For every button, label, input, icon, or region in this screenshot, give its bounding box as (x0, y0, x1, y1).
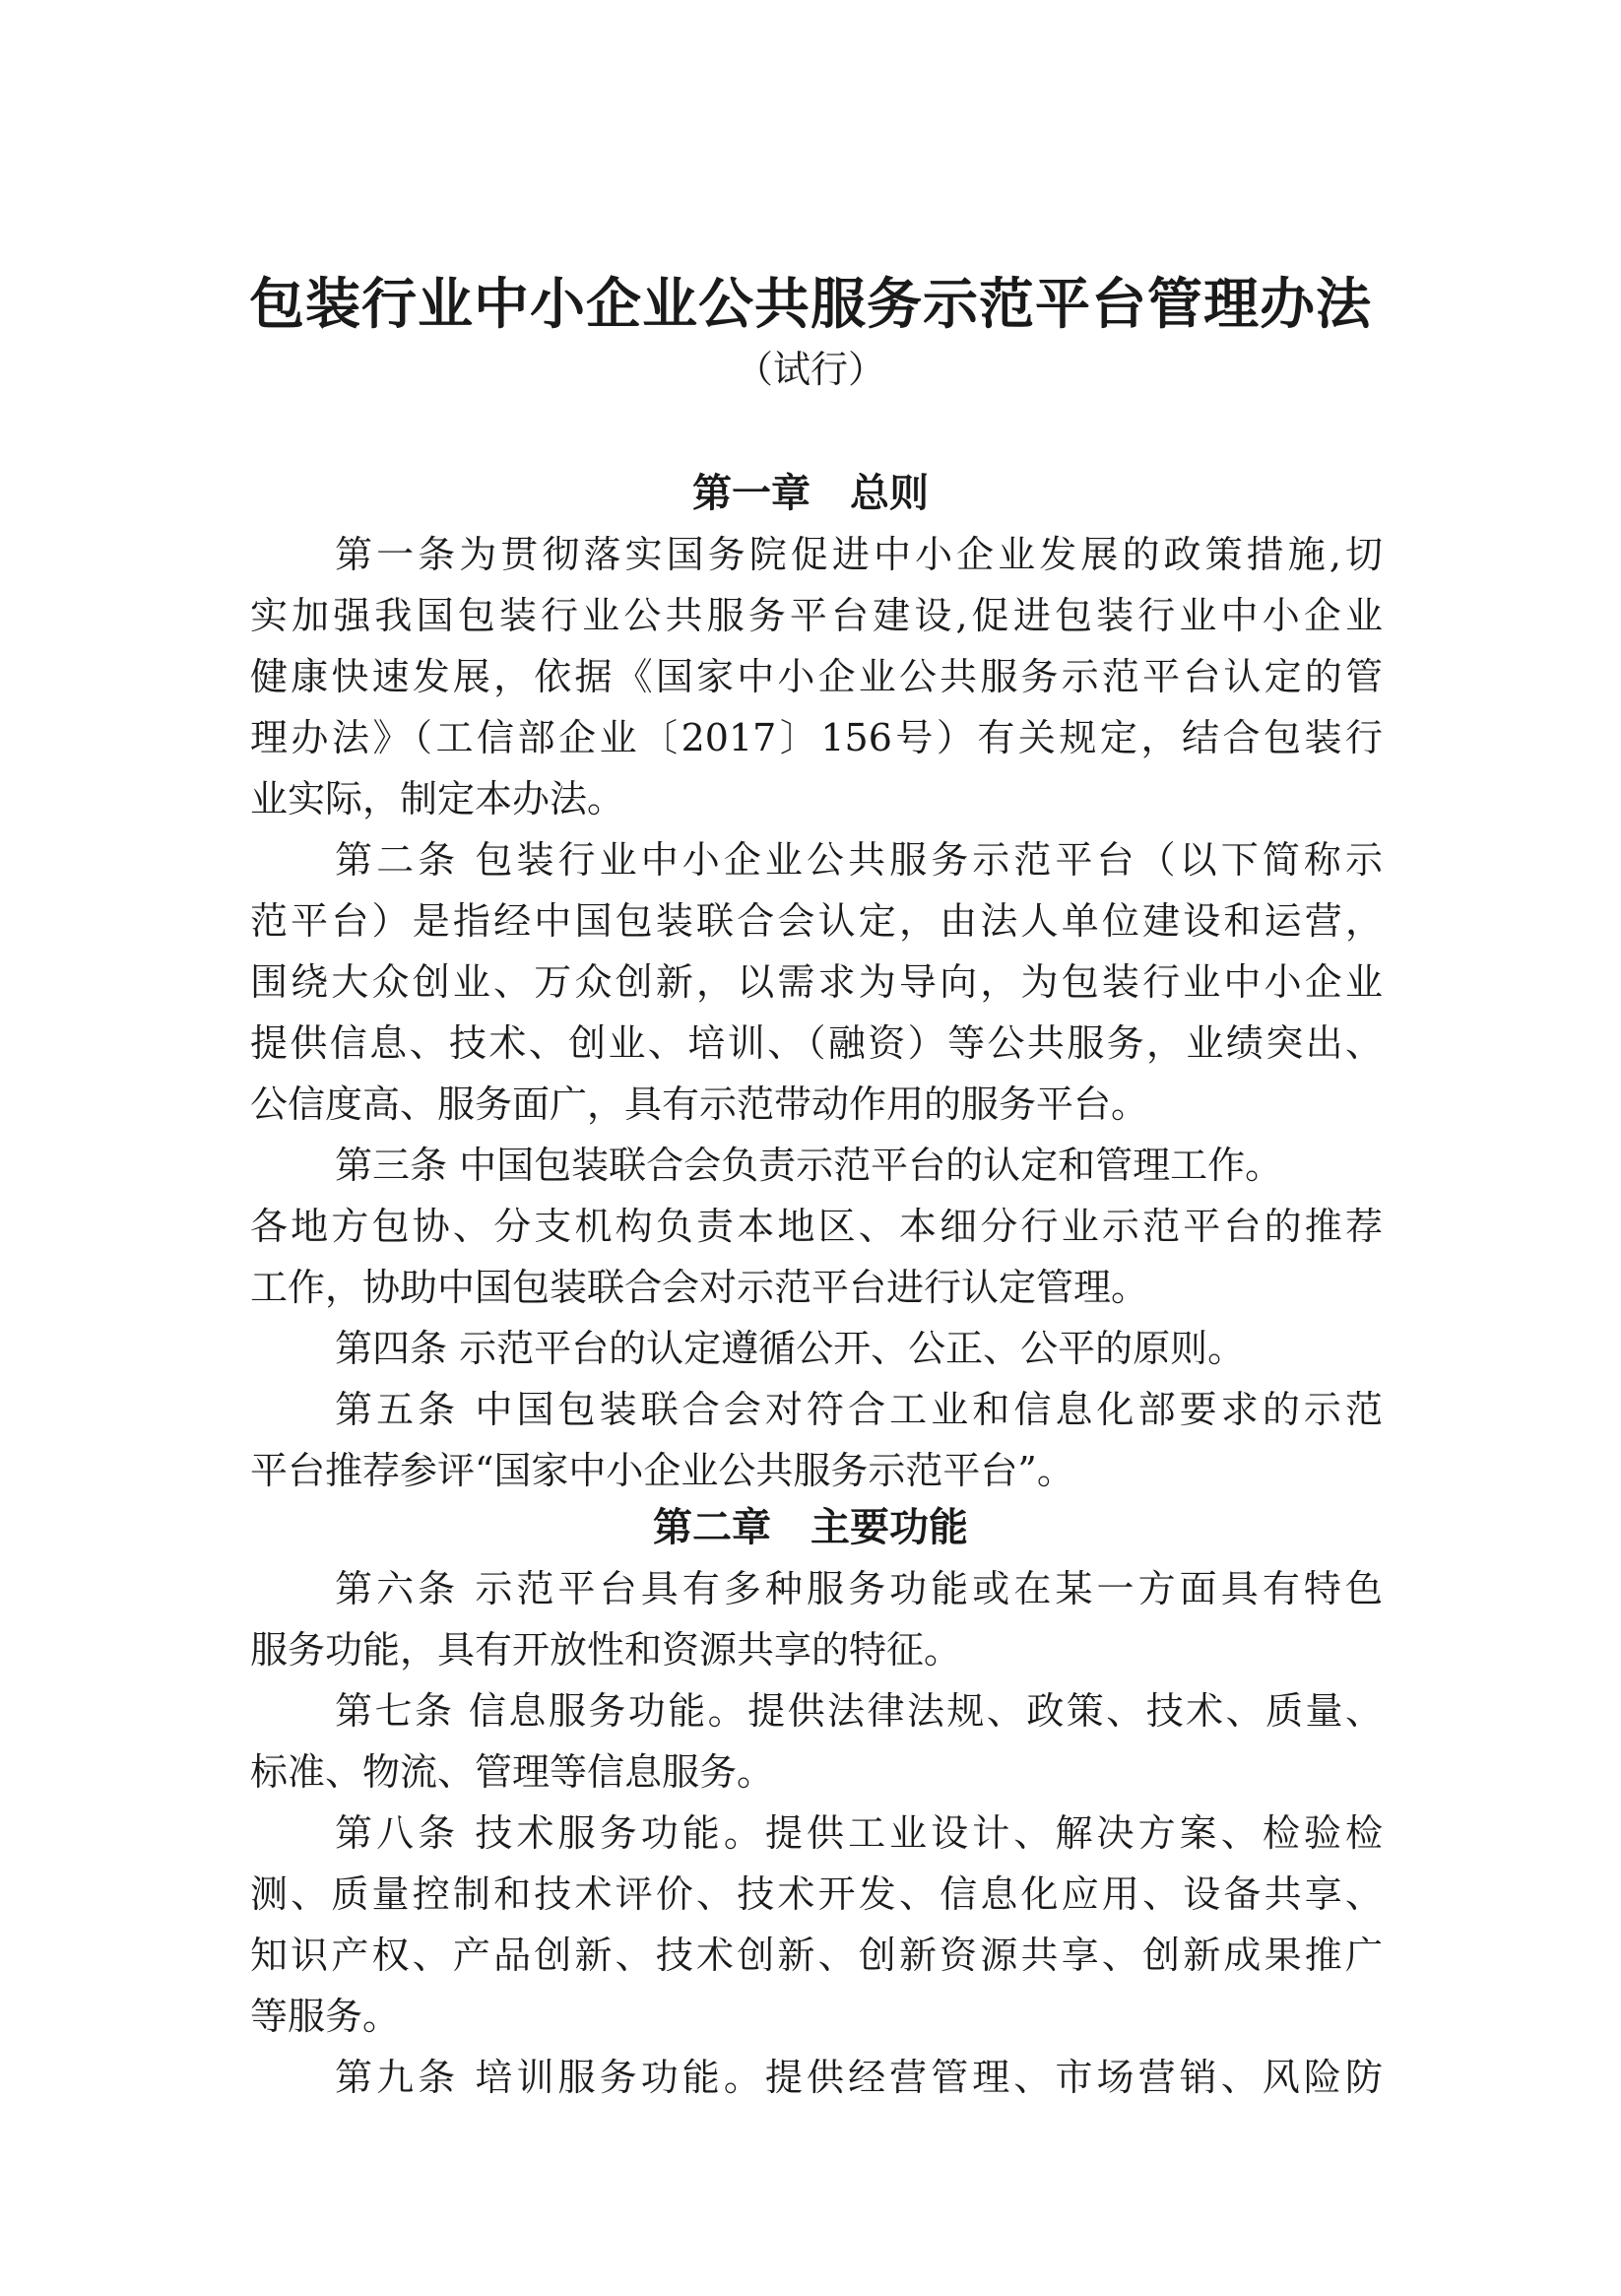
chapter-1-heading: 第一章 总则 (692, 471, 929, 516)
chapter-2-heading: 第二章 主要功能 (653, 1505, 968, 1550)
paragraph-line: 提供信息、技术、创业、培训、（融资）等公共服务，业绩突出、 (250, 1021, 1383, 1065)
paragraph-line: 等服务。 (250, 1995, 401, 2038)
document-title: 包装行业中小企业公共服务示范平台管理办法 (249, 273, 1372, 337)
paragraph-line: 业实际，制定本办法。 (250, 777, 625, 820)
paragraph-line: 第七条 信息服务功能。提供法律法规、政策、技术、质量、 (335, 1689, 1383, 1733)
paragraph-line: 实加强我国包装行业公共服务平台建设,促进包装行业中小企业 (250, 594, 1383, 637)
paragraph-line: 各地方包协、分支机构负责本地区、本细分行业示范平台的推荐 (250, 1205, 1383, 1248)
paragraph-line: 围绕大众创业、万众创新，以需求为导向，为包装行业中小企业 (250, 960, 1383, 1004)
paragraph-line: 范平台）是指经中国包装联合会认定，由法人单位建设和运营， (250, 899, 1383, 943)
paragraph-line: 第五条 中国包装联合会对符合工业和信息化部要求的示范 (335, 1388, 1383, 1431)
paragraph-line: 第二条 包装行业中小企业公共服务示范平台（以下简称示 (335, 838, 1383, 882)
paragraph-line: 标准、物流、管理等信息服务。 (250, 1750, 775, 1794)
paragraph-line: 第六条 示范平台具有多种服务功能或在某一方面具有特色 (335, 1567, 1383, 1610)
paragraph-line: 第四条 示范平台的认定遵循公开、公正、公平的原则。 (335, 1327, 1246, 1370)
paragraph-line: 公信度高、服务面广，具有示范带动作用的服务平台。 (250, 1082, 1149, 1126)
paragraph-line: 服务功能，具有开放性和资源共享的特征。 (250, 1628, 962, 1672)
paragraph-line: 工作，协助中国包装联合会对示范平台进行认定管理。 (250, 1266, 1149, 1309)
paragraph-line: 平台推荐参评“国家中小企业公共服务示范平台”。 (250, 1449, 1074, 1492)
paragraph-line: 第一条为贯彻落实国务院促进中小企业发展的政策措施,切 (335, 533, 1383, 576)
paragraph-line: 测、质量控制和技术评价、技术开发、信息化应用、设备共享、 (250, 1872, 1383, 1916)
paragraph-line: 知识产权、产品创新、技术创新、创新资源共享、创新成果推广 (250, 1934, 1383, 1977)
paragraph-line: 第九条 培训服务功能。提供经营管理、市场营销、风险防 (335, 2056, 1383, 2099)
paragraph-line: 第八条 技术服务功能。提供工业设计、解决方案、检验检 (335, 1811, 1383, 1855)
paragraph-line: 健康快速发展，依据《国家中小企业公共服务示范平台认定的管 (250, 655, 1383, 698)
paragraph-line: 理办法》（工信部企业〔2017〕156号）有关规定，结合包装行 (250, 716, 1383, 759)
paragraph-line: 第三条 中国包装联合会负责示范平台的认定和管理工作。 (335, 1144, 1283, 1187)
document-subtitle: （试行） (735, 348, 885, 391)
